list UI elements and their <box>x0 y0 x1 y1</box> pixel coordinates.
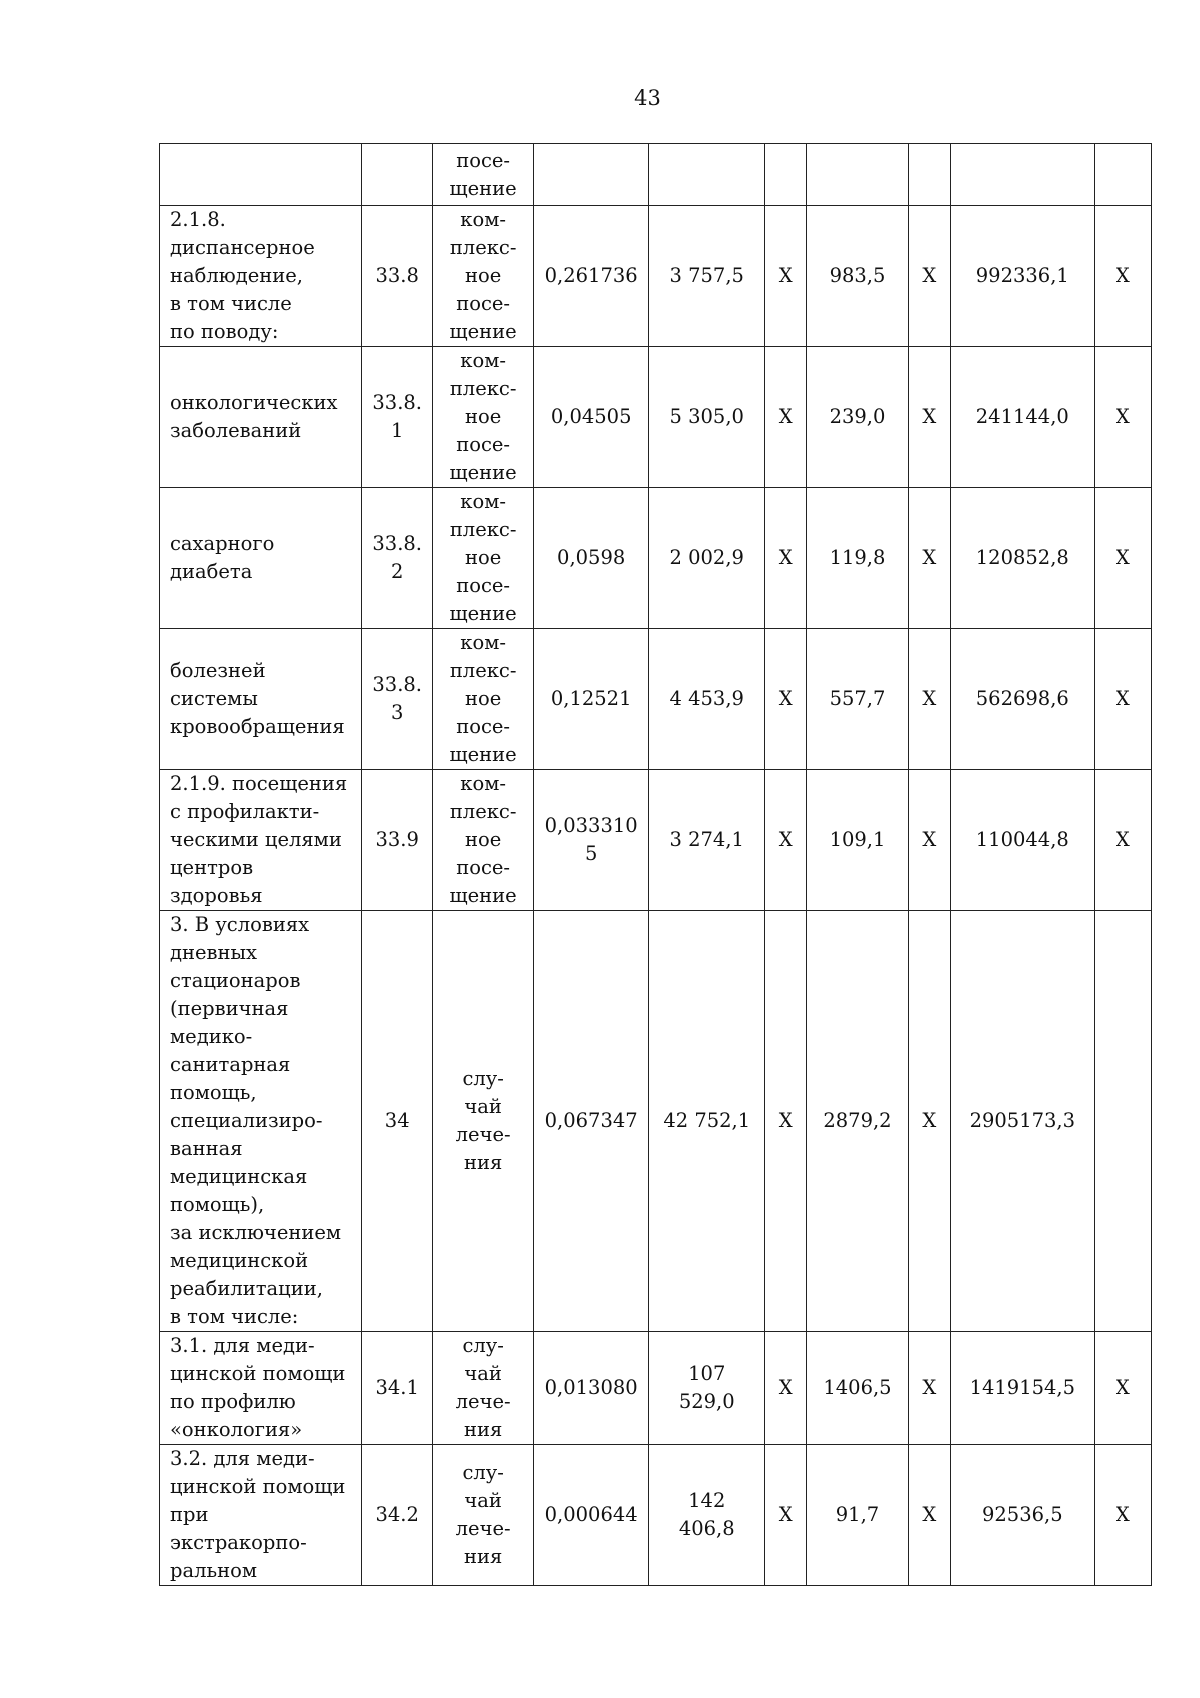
row-c7: 239,0 <box>807 347 909 488</box>
row-c5: 3 274,1 <box>649 770 765 911</box>
row-c7: 1406,5 <box>807 1332 909 1445</box>
row-name: болезней системы кровообращения <box>160 629 362 770</box>
row-c5: 5 305,0 <box>649 347 765 488</box>
row-c10: Х <box>1094 1332 1151 1445</box>
row-c7: 983,5 <box>807 206 909 347</box>
row-c8: Х <box>908 347 950 488</box>
row-c8: Х <box>908 1445 950 1586</box>
row-name <box>160 144 362 206</box>
table-row <box>160 1445 1152 1586</box>
row-c4: 0,013080 <box>533 1332 649 1445</box>
row-c5: 2 002,9 <box>649 488 765 629</box>
row-c6: Х <box>765 1332 807 1445</box>
row-c6: Х <box>765 629 807 770</box>
row-unit: посе- щение <box>433 144 534 206</box>
row-c8: Х <box>908 1332 950 1445</box>
row-c5: 142 406,8 <box>649 1445 765 1586</box>
row-name: 3.2. для меди- цинской помощи при экстракорпо- ральном <box>160 1445 362 1586</box>
row-name: сахарного диабета <box>160 488 362 629</box>
row-unit: ком- плекс- ное посе- щение <box>433 206 534 347</box>
row-c10: Х <box>1094 206 1151 347</box>
row-c9: 241144,0 <box>950 347 1094 488</box>
row-c7: 91,7 <box>807 1445 909 1586</box>
row-name: 2.1.9. посещения с профилакти- ческими целями центров здоровья <box>160 770 362 911</box>
row-code: 33.8 <box>362 206 433 347</box>
table-row <box>160 911 1152 1332</box>
row-code: 33.8. 3 <box>362 629 433 770</box>
row-c9: 92536,5 <box>950 1445 1094 1586</box>
row-c10: Х <box>1094 1445 1151 1586</box>
row-unit: слу- чай лече- ния <box>433 911 534 1332</box>
row-c8: Х <box>908 911 950 1332</box>
row-c5: 42 752,1 <box>649 911 765 1332</box>
table-row <box>160 488 1152 629</box>
row-c9: 992336,1 <box>950 206 1094 347</box>
table-row <box>160 1332 1152 1445</box>
row-c9 <box>950 144 1094 206</box>
row-code: 33.9 <box>362 770 433 911</box>
row-unit: слу- чай лече- ния <box>433 1445 534 1586</box>
table-row <box>160 347 1152 488</box>
data-table <box>159 143 1152 1586</box>
row-c8: Х <box>908 488 950 629</box>
row-c4: 0,12521 <box>533 629 649 770</box>
row-code: 33.8. 2 <box>362 488 433 629</box>
row-c4: 0,067347 <box>533 911 649 1332</box>
page-number: 43 <box>634 86 661 110</box>
row-name: 2.1.8. диспансерное наблюдение, в том числе по поводу: <box>160 206 362 347</box>
row-c6 <box>765 144 807 206</box>
table-row <box>160 144 1152 206</box>
row-c6: Х <box>765 770 807 911</box>
row-unit: ком- плекс- ное посе- щение <box>433 629 534 770</box>
table-row <box>160 770 1152 911</box>
row-code: 33.8. 1 <box>362 347 433 488</box>
table-row <box>160 629 1152 770</box>
row-code: 34.1 <box>362 1332 433 1445</box>
row-code <box>362 144 433 206</box>
row-c6: Х <box>765 1445 807 1586</box>
row-c5: 107 529,0 <box>649 1332 765 1445</box>
row-unit: ком- плекс- ное посе- щение <box>433 488 534 629</box>
row-c5: 4 453,9 <box>649 629 765 770</box>
row-c4: 0,000644 <box>533 1445 649 1586</box>
row-c10 <box>1094 911 1151 1332</box>
row-code: 34 <box>362 911 433 1332</box>
row-c9: 2905173,3 <box>950 911 1094 1332</box>
row-c6: Х <box>765 488 807 629</box>
row-c10 <box>1094 144 1151 206</box>
row-c8: Х <box>908 770 950 911</box>
row-c9: 120852,8 <box>950 488 1094 629</box>
row-c9: 1419154,5 <box>950 1332 1094 1445</box>
row-c8 <box>908 144 950 206</box>
row-c4: 0,0598 <box>533 488 649 629</box>
row-c7: 119,8 <box>807 488 909 629</box>
row-c9: 562698,6 <box>950 629 1094 770</box>
row-c10: Х <box>1094 347 1151 488</box>
row-name: онкологических заболеваний <box>160 347 362 488</box>
row-c4: 0,04505 <box>533 347 649 488</box>
row-c8: Х <box>908 629 950 770</box>
row-c10: Х <box>1094 770 1151 911</box>
row-c7: 109,1 <box>807 770 909 911</box>
row-unit: ком- плекс- ное посе- щение <box>433 770 534 911</box>
row-c4: 0,033310 5 <box>533 770 649 911</box>
row-c8: Х <box>908 206 950 347</box>
row-code: 34.2 <box>362 1445 433 1586</box>
row-c7 <box>807 144 909 206</box>
row-c6: Х <box>765 911 807 1332</box>
row-c10: Х <box>1094 488 1151 629</box>
row-unit: ком- плекс- ное посе- щение <box>433 347 534 488</box>
row-unit: слу- чай лече- ния <box>433 1332 534 1445</box>
row-c5: 3 757,5 <box>649 206 765 347</box>
row-c6: Х <box>765 206 807 347</box>
row-c7: 557,7 <box>807 629 909 770</box>
row-c7: 2879,2 <box>807 911 909 1332</box>
row-c5 <box>649 144 765 206</box>
row-c4: 0,261736 <box>533 206 649 347</box>
row-c6: Х <box>765 347 807 488</box>
row-name: 3. В условиях дневных стационаров (первичная медико- санитарная помощь, специализиро- ванная медицинская помощь), за исключением медицинской реабилитации, в том числе: <box>160 911 362 1332</box>
row-name: 3.1. для меди- цинской помощи по профилю «онкология» <box>160 1332 362 1445</box>
row-c10: Х <box>1094 629 1151 770</box>
row-c9: 110044,8 <box>950 770 1094 911</box>
table-row <box>160 206 1152 347</box>
row-c4 <box>533 144 649 206</box>
